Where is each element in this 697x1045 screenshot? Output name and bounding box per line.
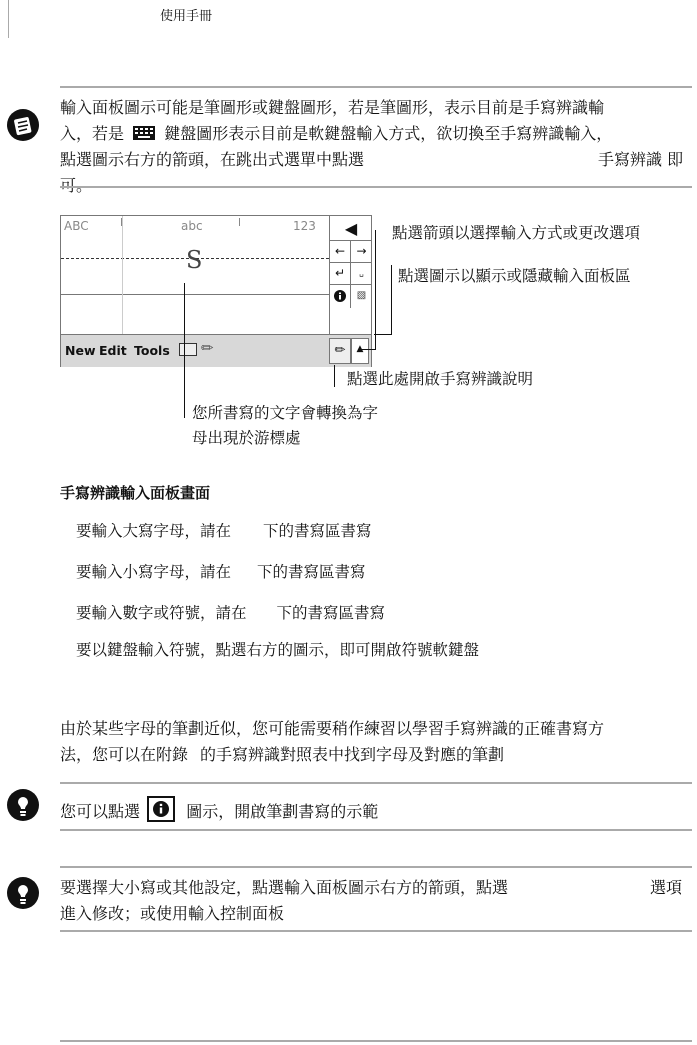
- keyboard-icon: [133, 126, 155, 140]
- tip2-line1-start: 要選擇大小寫或其他設定，點選輸入面板圖示右方的箭頭，點選: [60, 878, 509, 897]
- tip1-before: 您可以點選: [60, 802, 141, 821]
- keyboard-mini-icon[interactable]: [179, 343, 197, 356]
- note1-line2-start: 入，若是: [60, 124, 125, 143]
- input-panel-pen-icon[interactable]: ✏: [329, 338, 351, 364]
- note1-line3-start: 點選圖示右方的箭頭，在跳出式選單中點選: [60, 150, 365, 169]
- tip2-line1: [60, 875, 692, 901]
- input-selector-arrow-icon[interactable]: [351, 338, 369, 364]
- item-text-b: 下的書寫區書寫: [276, 604, 386, 622]
- item-text-a: 要輸入數字或符號，請在: [76, 604, 247, 622]
- para-line2-start: 法，您可以在附錄: [60, 745, 189, 764]
- item-text-a: 要輸入小寫字母，請在: [76, 563, 232, 581]
- callout-line-toggle-h: [374, 334, 392, 335]
- callout-line-convert: [184, 283, 185, 418]
- callout-arrow-options: 點選箭頭以選擇輸入方式或更改選項: [392, 224, 641, 242]
- note1-line1: 輸入面板圖示可能是筆圖形或鍵盤圖形，若是筆圖形，表示目前是手寫辨識輸: [60, 98, 605, 117]
- written-character: S: [186, 246, 203, 274]
- tab-uppercase[interactable]: ABC: [64, 219, 89, 233]
- section-item: [76, 519, 372, 541]
- item-text-a: 要以鍵盤輸入符號，點選右方的圖示，即可開啟符號軟鍵盤: [76, 641, 480, 659]
- tip1-text: [60, 796, 378, 822]
- menu-new[interactable]: New: [65, 343, 96, 358]
- callout-line-arrow-h: [358, 349, 376, 350]
- item-text-a: 要輸入大寫字母，請在: [76, 522, 232, 540]
- callout-help: 點選此處開啟手寫辨識說明: [347, 370, 534, 388]
- area-separator: [122, 216, 123, 334]
- input-panel-screenshot: [60, 215, 372, 367]
- section-title: 手寫辨識輸入面板畫面: [60, 484, 211, 502]
- menu-tools[interactable]: Tools: [134, 343, 170, 358]
- tip2-bottom-rule: [60, 930, 692, 932]
- tip-icon: [6, 876, 40, 910]
- tip1-after: 圖示，開啟筆劃書寫的示範: [186, 802, 379, 821]
- header-margin-line: [8, 0, 9, 38]
- panel-tab-bar: [61, 216, 319, 238]
- para-line2: [60, 742, 692, 768]
- note1-line3-end: 手寫辨識 即: [598, 150, 684, 169]
- tip2-text: [60, 875, 692, 927]
- item-text-b: 下的書寫區書寫: [263, 522, 372, 540]
- panel-menu-bar: [61, 334, 371, 367]
- tab-numbers[interactable]: 123: [293, 219, 316, 233]
- note1-line2-end: 鍵盤圖形表示目前是軟鍵盤輸入方式，欲切換至手寫辨識輸入，: [164, 124, 613, 143]
- callout-line-toggle: [391, 265, 392, 335]
- tab-lowercase[interactable]: abc: [181, 219, 203, 233]
- section-item: [76, 601, 385, 623]
- note-icon: [6, 108, 40, 142]
- writing-area-divider: [61, 294, 329, 295]
- para-line2-end: 的手寫辨識對照表中找到字母及對應的筆劃: [200, 745, 505, 764]
- callout-line-help: [334, 365, 335, 387]
- info-icon: [147, 796, 175, 822]
- space-icon[interactable]: ␣: [351, 262, 372, 285]
- tip2-line2: 進入修改；或使用輸入控制面板: [60, 904, 285, 923]
- footer-rule: [60, 1040, 692, 1042]
- menu-edit[interactable]: Edit: [99, 343, 127, 358]
- callout-toggle-panel: 點選圖示以顯示或隱藏輸入面板區: [398, 267, 631, 285]
- section-item: [76, 638, 479, 660]
- callout-convert-line1: 您所書寫的文字會轉換為字: [192, 404, 379, 422]
- symbol-keyboard-icon[interactable]: ▧: [356, 290, 367, 301]
- note1-bottom-rule: [60, 186, 692, 188]
- tip1-top-rule: [60, 782, 692, 784]
- pen-mini-icon[interactable]: ✏: [201, 339, 214, 357]
- help-icon[interactable]: [330, 284, 351, 308]
- note1-line3: [60, 147, 695, 173]
- left-arrow-icon[interactable]: ←: [330, 240, 351, 263]
- item-text-b: 下的書寫區書寫: [257, 563, 366, 581]
- section-item: [76, 560, 366, 582]
- body-paragraph: [60, 716, 692, 768]
- callout-convert-line2: 母出現於游標處: [192, 429, 301, 447]
- tip2-line1-end: 選項: [650, 878, 683, 897]
- tip1-bottom-rule: [60, 829, 692, 831]
- note1-line2: [60, 121, 695, 147]
- tab-divider: [239, 218, 240, 226]
- para-line1: 由於某些字母的筆劃近似，您可能需要稍作練習以學習手寫辨識的正確書寫方: [60, 719, 605, 738]
- enter-icon[interactable]: ↵: [330, 262, 351, 285]
- right-arrow-icon[interactable]: →: [351, 240, 372, 263]
- page-header-title: 使用手冊: [160, 9, 213, 24]
- tip2-top-rule: [60, 866, 692, 868]
- backspace-icon[interactable]: ◀: [330, 216, 372, 241]
- tip-icon: [6, 788, 40, 822]
- note1-text: [60, 95, 695, 199]
- note1-top-rule: [60, 86, 692, 88]
- callout-line-arrow: [375, 230, 376, 350]
